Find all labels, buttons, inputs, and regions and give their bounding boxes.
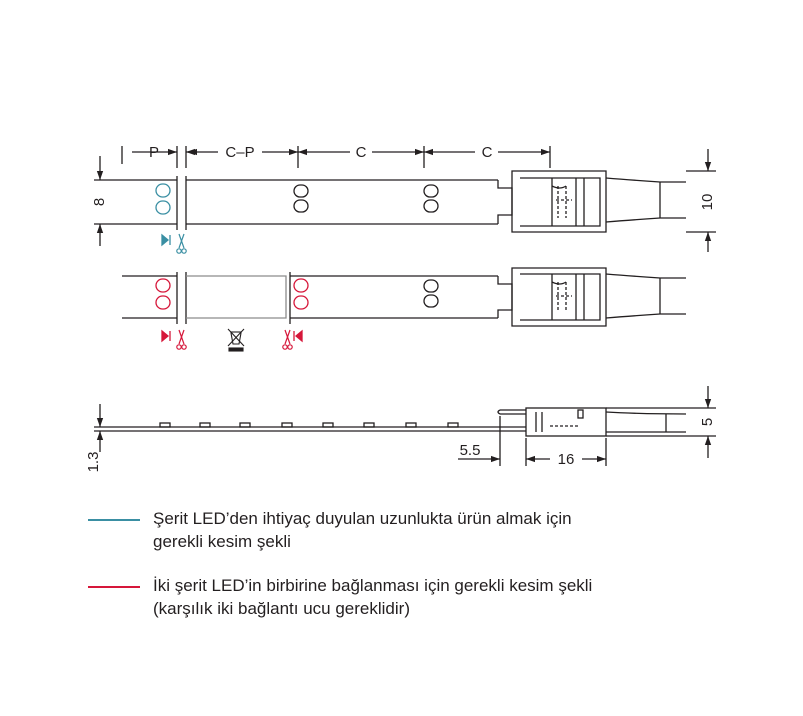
- legend-red-text: [153, 574, 592, 620]
- dim-label-p: P: [148, 144, 160, 161]
- legend-red-line: [88, 586, 140, 588]
- scissors-icon: [283, 330, 292, 349]
- dimension-labels: [85, 144, 716, 472]
- dim-label-c-minus-p: C–P: [225, 144, 255, 161]
- strip-side-view: [122, 408, 686, 436]
- scissors-icon: [177, 234, 186, 253]
- legend-teal-line: [88, 519, 140, 521]
- led-pair-1: [156, 184, 438, 214]
- diode-icon: [162, 235, 170, 245]
- dim-label-c-2: C: [481, 144, 493, 161]
- legend-red-line-1: İki şerit LED’in birbirine bağlanması için gerekli kesim şekli: [153, 576, 593, 595]
- strip-top-view-2: [122, 268, 686, 326]
- scissors-icon: [177, 330, 186, 349]
- diode-icon: [294, 331, 302, 341]
- legend-teal-line-2: gerekli kesim şekli: [153, 532, 291, 551]
- dim-label-5: 5: [699, 417, 716, 427]
- led-pair-2: [156, 279, 438, 309]
- legend-red-line-2: (karşılık iki bağlantı ucu gereklidir): [153, 599, 410, 618]
- dim-label-8: 8: [91, 197, 108, 207]
- legend-teal-text: [153, 507, 572, 553]
- dim-label-c-1: C: [355, 144, 367, 161]
- diode-icon: [162, 331, 170, 341]
- dimension-1-3-lines: [94, 404, 122, 452]
- dim-label-1-3: 1.3: [85, 451, 102, 473]
- legend-item-teal: [88, 507, 572, 553]
- strip-top-view-1: [122, 171, 686, 232]
- dim-label-10: 10: [699, 193, 716, 211]
- dim-label-16: 16: [557, 451, 575, 468]
- legend-item-red: [88, 574, 592, 620]
- dim-label-5-5: 5.5: [459, 442, 481, 459]
- crossed-out-bin-icon: [228, 329, 244, 351]
- legend-teal-line-1: Şerit LED’den ihtiyaç duyulan uzunlukta ürün almak için: [153, 509, 572, 528]
